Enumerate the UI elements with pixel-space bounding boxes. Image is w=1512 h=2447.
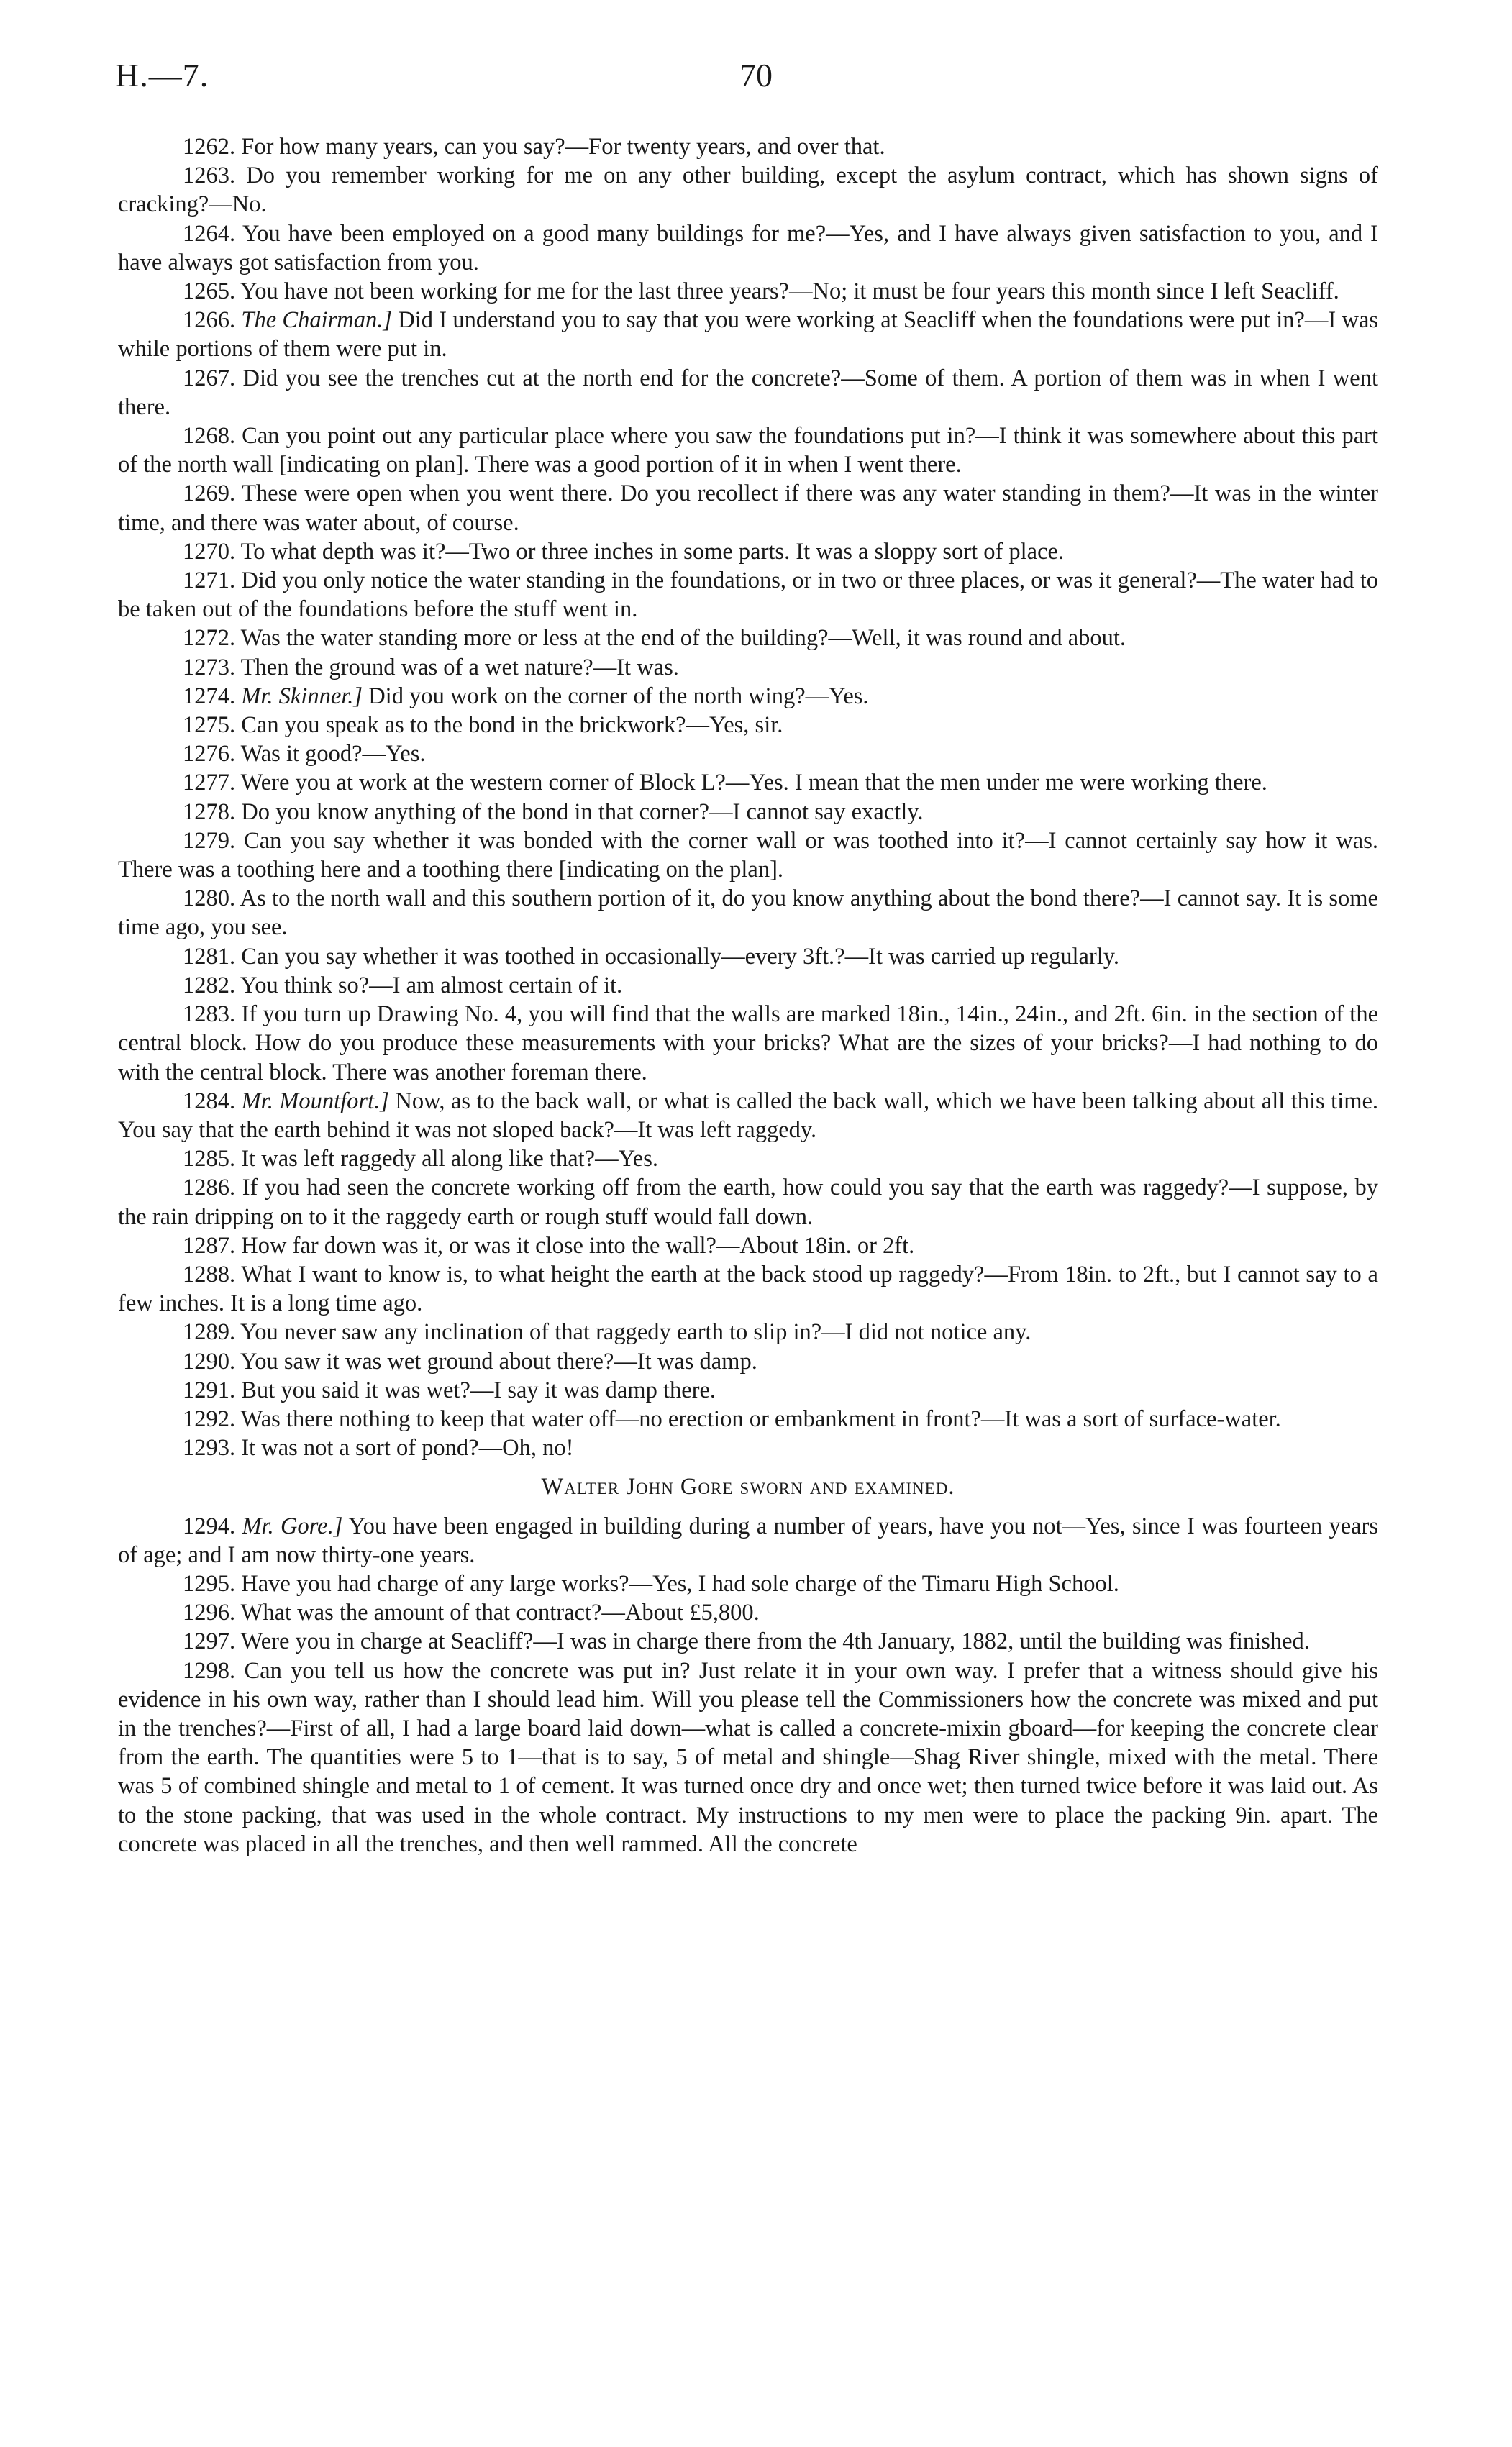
question-text: These were open when you went there. Do you recollect if there was any water standing in them?—It was in the winter time, and there was water about, of course. bbox=[118, 480, 1378, 536]
question-number: 1278. bbox=[183, 798, 236, 825]
question-text: If you turn up Drawing No. 4, you will find that the walls are marked 18in., 14in., 24in., and 2ft. 6in. in the section of the central block. How do you produce these measurements with your bricks? What are the sizes of your bricks?—I had nothing to do with the central block. There was another foreman there. bbox=[118, 1001, 1379, 1085]
question-number: 1269. bbox=[183, 480, 236, 507]
question-number: 1281. bbox=[183, 943, 236, 970]
question-text: Did you work on the corner of the north wing?—Yes. bbox=[368, 683, 869, 709]
question-paragraph bbox=[118, 624, 1378, 652]
question-paragraph bbox=[118, 1318, 1378, 1346]
question-number: 1270. bbox=[183, 538, 236, 565]
question-number: 1262. bbox=[183, 134, 236, 160]
question-paragraph bbox=[118, 884, 1378, 942]
question-number: 1286. bbox=[183, 1175, 236, 1201]
question-text: Can you say whether it was bonded with the corner wall or was toothed into it?—I cannot certainly say how it was. There was a toothing here and a toothing there [indicating on the plan]. bbox=[118, 827, 1378, 883]
question-number: 1293. bbox=[183, 1435, 236, 1462]
question-text: Was it good?—Yes. bbox=[240, 741, 426, 767]
question-text: Were you at work at the western corner of Block L?—Yes. I mean that the men under me were working there. bbox=[240, 770, 1267, 796]
question-paragraph bbox=[118, 1173, 1378, 1231]
question-text: What was the amount of that contract?—About £5,800. bbox=[240, 1600, 760, 1626]
question-number: 1273. bbox=[183, 654, 236, 680]
question-text: How far down was it, or was it close into the wall?—About 18in. or 2ft. bbox=[241, 1232, 915, 1259]
speaker-name: The Chairman.] bbox=[241, 307, 392, 334]
question-text: Can you say whether it was toothed in occasionally—every 3ft.?—It was carried up regularly. bbox=[241, 943, 1120, 970]
question-text: Did you see the trenches cut at the north end for the concrete?—Some of them. A portion of them was in when I went there. bbox=[118, 365, 1379, 420]
question-number: 1295. bbox=[183, 1570, 236, 1597]
question-text: Was there nothing to keep that water off—no erection or embankment in front?—It was a sort of surface-water. bbox=[240, 1405, 1281, 1432]
question-paragraph bbox=[118, 826, 1378, 884]
question-number: 1263. bbox=[183, 163, 236, 189]
question-text: To what depth was it?—Two or three inches in some parts. It was a sloppy sort of place. bbox=[240, 538, 1065, 565]
question-paragraph bbox=[118, 768, 1378, 797]
question-paragraph bbox=[118, 1087, 1378, 1144]
question-text: You have been employed on a good many buildings for me?—Yes, and I have always given satisfaction to you, and I have always got satisfaction from you. bbox=[118, 220, 1378, 275]
evidence-block-2 bbox=[118, 1512, 1378, 1859]
question-paragraph bbox=[118, 798, 1378, 826]
page-number: 70 bbox=[739, 57, 773, 94]
speaker-name: Mr. Mountfort.] bbox=[241, 1088, 389, 1114]
evidence-block-1 bbox=[118, 132, 1378, 1462]
question-paragraph bbox=[118, 479, 1378, 537]
question-number: 1272. bbox=[183, 625, 236, 652]
question-paragraph bbox=[118, 739, 1378, 768]
speaker-name: Mr. Skinner.] bbox=[241, 683, 363, 709]
question-text: You think so?—I am almost certain of it. bbox=[240, 972, 623, 998]
question-paragraph bbox=[118, 1144, 1378, 1173]
question-number: 1267. bbox=[183, 365, 236, 391]
question-text: Was the water standing more or less at the end of the building?—Well, it was round and about. bbox=[240, 625, 1126, 652]
question-paragraph bbox=[118, 1569, 1378, 1598]
speaker-name: Mr. Gore.] bbox=[242, 1513, 343, 1539]
question-paragraph bbox=[118, 711, 1378, 739]
question-paragraph bbox=[118, 421, 1378, 479]
question-number: 1283. bbox=[183, 1001, 236, 1028]
question-number: 1290. bbox=[183, 1348, 236, 1375]
question-number: 1289. bbox=[183, 1319, 236, 1346]
witness-heading: Walter John Gore sworn and examined. bbox=[541, 1474, 955, 1500]
question-text: Can you point out any particular place where you saw the foundations put in?—I think it was somewhere about this part of the north wall [indicating on plan]. There was a good portion of it in when I went there. bbox=[118, 423, 1378, 478]
question-number: 1274. bbox=[183, 683, 236, 709]
question-number: 1297. bbox=[183, 1628, 236, 1655]
question-text: If you had seen the concrete working off from the earth, how could you say that the earth was raggedy?—I suppose, by the rain dripping on to it the raggedy earth or rough stuff would fall down. bbox=[118, 1175, 1378, 1230]
question-paragraph bbox=[118, 942, 1378, 971]
question-number: 1264. bbox=[183, 220, 236, 247]
question-text: Have you had charge of any large works?—Yes, I had sole charge of the Timaru High School. bbox=[241, 1570, 1119, 1597]
question-text: Do you remember working for me on any other building, except the asylum contract, which has shown signs of cracking?—No. bbox=[118, 163, 1379, 218]
question-number: 1287. bbox=[183, 1232, 236, 1259]
question-number: 1296. bbox=[183, 1600, 236, 1626]
question-text: Did I understand you to say that you were working at Seacliff when the foundations were put in?—I was while portions of them were put in. bbox=[118, 307, 1379, 363]
question-paragraph bbox=[118, 1376, 1378, 1405]
question-paragraph bbox=[118, 537, 1378, 566]
question-number: 1298. bbox=[183, 1657, 236, 1684]
question-number: 1277. bbox=[183, 770, 236, 796]
question-text: Can you tell us how the concrete was put in? Just relate it in your own way. I prefer that a witness should give his evidence in his own way, rather than I should lead him. Will you please tell the Commissioners how the concrete was mixed and put in the trenches?—First of all, I had a large board laid down—what is called a concrete-mixin gboard—for keeping the concrete clear from the earth. The quantities were 5 to 1—that is to say, 5 of metal and shingle—Shag River shingle, mixed with the metal. There was 5 of combined shingle and metal to 1 of cement. It was turned once dry and once wet; then turned twice before it was laid out. As to the stone packing, that was used in the whole contract. My instructions to my men were to place the packing 9in. apart. The concrete was placed in all the trenches, and then well rammed. All the concrete bbox=[118, 1657, 1379, 1857]
question-paragraph bbox=[118, 971, 1378, 1000]
body-text bbox=[118, 132, 1378, 1859]
question-paragraph bbox=[118, 682, 1378, 711]
question-paragraph bbox=[118, 364, 1378, 421]
question-number: 1268. bbox=[183, 423, 236, 450]
question-text: You never saw any inclination of that raggedy earth to slip in?—I did not notice any. bbox=[240, 1319, 1031, 1346]
question-text: Then the ground was of a wet nature?—It was. bbox=[240, 654, 679, 680]
question-number: 1284. bbox=[183, 1088, 236, 1114]
question-paragraph bbox=[118, 1231, 1378, 1260]
question-text: It was not a sort of pond?—Oh, no! bbox=[241, 1435, 574, 1462]
question-paragraph bbox=[118, 1000, 1378, 1087]
question-paragraph bbox=[118, 1434, 1378, 1462]
question-paragraph bbox=[118, 1512, 1378, 1569]
document-reference: H.—7. bbox=[115, 57, 209, 94]
question-paragraph bbox=[118, 132, 1378, 161]
question-paragraph bbox=[118, 1657, 1378, 1859]
question-text: For how many years, can you say?—For twenty years, and over that. bbox=[241, 134, 885, 160]
question-text: What I want to know is, to what height the earth at the back stood up raggedy?—From 18in. to 2ft., but I cannot say to a few inches. It is a long time ago. bbox=[118, 1261, 1378, 1317]
question-number: 1271. bbox=[183, 568, 236, 594]
question-paragraph bbox=[118, 219, 1378, 277]
question-paragraph bbox=[118, 1260, 1378, 1318]
question-text: Can you speak as to the bond in the brickwork?—Yes, sir. bbox=[241, 712, 783, 739]
question-text: Now, as to the back wall, or what is called the back wall, which we have been talking about all this time. You say that the earth behind it was not sloped back?—It was left raggedy. bbox=[118, 1088, 1379, 1143]
question-paragraph bbox=[118, 1347, 1378, 1376]
question-number: 1285. bbox=[183, 1146, 236, 1172]
question-paragraph bbox=[118, 566, 1378, 624]
question-paragraph bbox=[118, 653, 1378, 682]
question-text: Did you only notice the water standing in the foundations, or in two or three places, or was it general?—The water had to be taken out of the foundations before the stuff went in. bbox=[118, 568, 1378, 623]
question-paragraph bbox=[118, 1627, 1378, 1656]
question-paragraph bbox=[118, 161, 1378, 219]
question-number: 1294. bbox=[183, 1513, 236, 1539]
question-text: It was left raggedy all along like that?—Yes. bbox=[241, 1146, 658, 1172]
question-number: 1266. bbox=[183, 307, 236, 334]
question-paragraph bbox=[118, 306, 1378, 363]
running-head bbox=[115, 56, 1397, 106]
question-text: As to the north wall and this southern portion of it, do you know anything about the bond there?—I cannot say. It is some time ago, you see. bbox=[118, 885, 1378, 941]
question-number: 1292. bbox=[183, 1405, 236, 1432]
question-number: 1279. bbox=[183, 827, 236, 854]
question-number: 1282. bbox=[183, 972, 236, 998]
question-text: Do you know anything of the bond in that corner?—I cannot say exactly. bbox=[241, 798, 924, 825]
question-number: 1265. bbox=[183, 278, 236, 305]
question-text: You have been engaged in building during a number of years, have you not—Yes, since I was fourteen years of age; and I am now thirty-one years. bbox=[118, 1513, 1379, 1568]
question-paragraph bbox=[118, 1405, 1378, 1434]
question-number: 1288. bbox=[183, 1261, 236, 1288]
question-text: Were you in charge at Seacliff?—I was in charge there from the 4th January, 1882, until the building was finished. bbox=[240, 1628, 1310, 1655]
question-paragraph bbox=[118, 277, 1378, 306]
question-text: But you said it was wet?—I say it was damp there. bbox=[241, 1377, 716, 1403]
question-number: 1276. bbox=[183, 741, 236, 767]
question-number: 1291. bbox=[183, 1377, 236, 1403]
question-number: 1275. bbox=[183, 712, 236, 739]
question-text: You saw it was wet ground about there?—It was damp. bbox=[240, 1348, 757, 1375]
question-paragraph bbox=[118, 1598, 1378, 1627]
question-text: You have not been working for me for the last three years?—No; it must be four years this month since I left Seacliff. bbox=[240, 278, 1339, 305]
question-number: 1280. bbox=[183, 885, 236, 912]
